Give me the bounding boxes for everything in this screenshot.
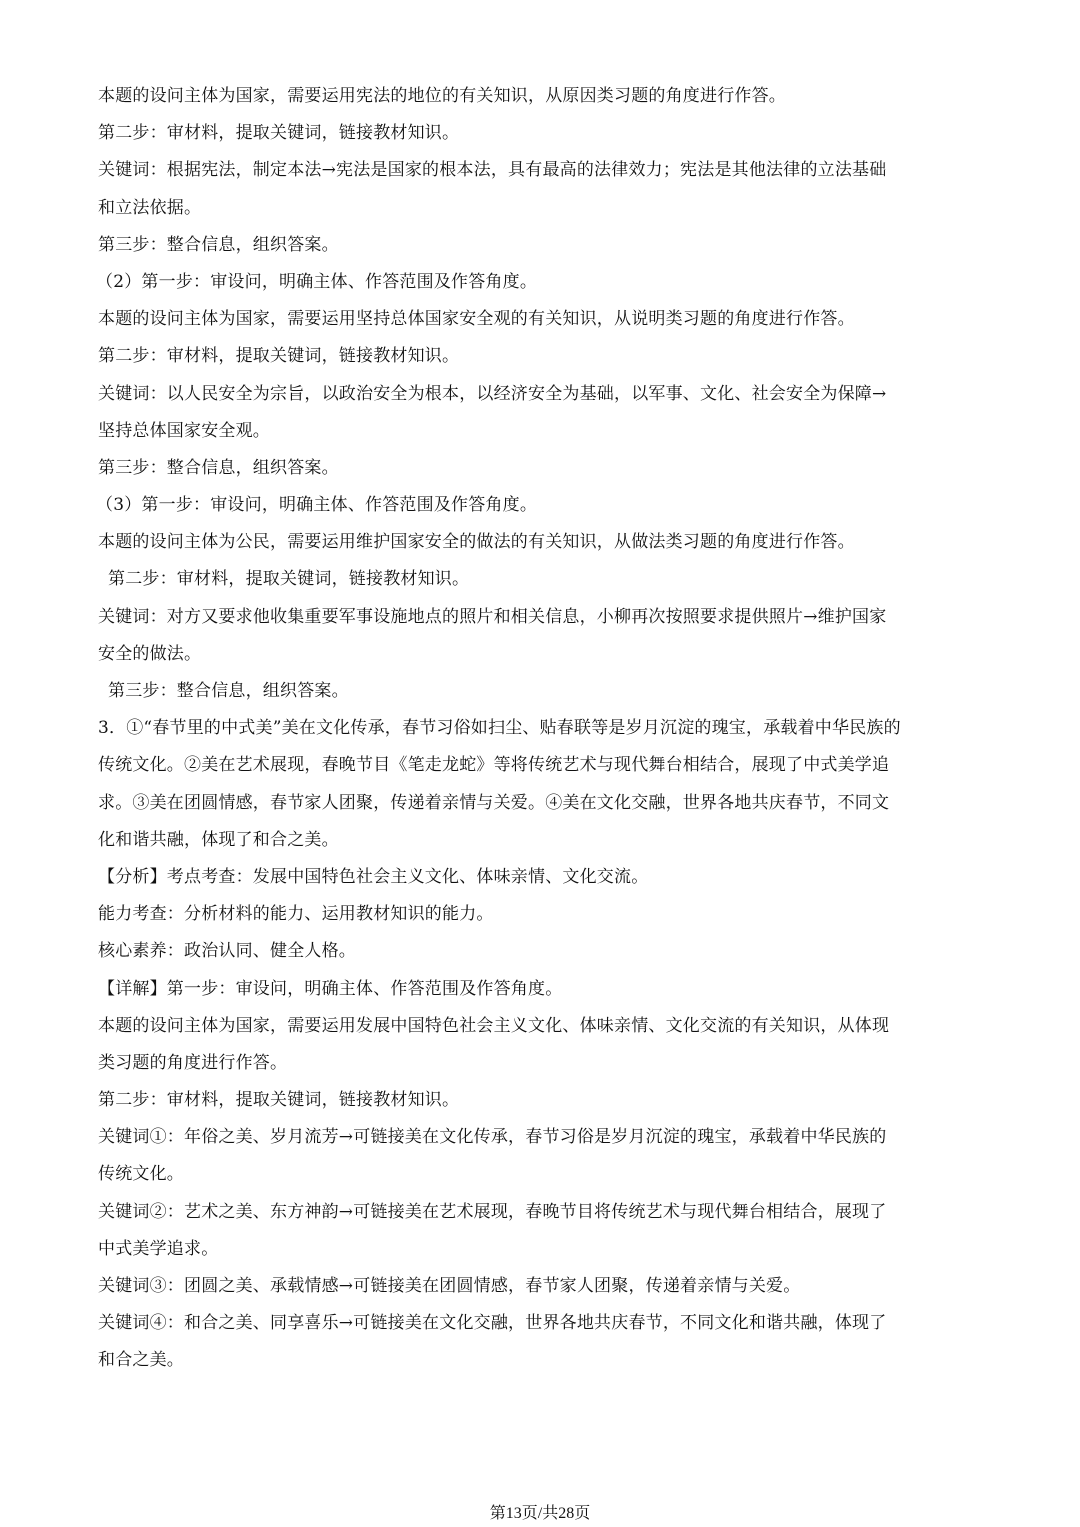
text-line: 中式美学追求。 — [98, 1238, 219, 1259]
text-line: 第二步：审材料，提取关键词，链接教材知识。 — [98, 346, 460, 367]
text-line: 本题的设问主体为国家，需要运用宪法的地位的有关知识，从原因类习题的角度进行作答。 — [98, 86, 786, 106]
text-line: 第二步：审材料，提取关键词，链接教材知识。 — [98, 1090, 460, 1111]
text-line: 安全的做法。 — [98, 643, 202, 664]
text-line: 关键词②：艺术之美、东方神韵→可链接美在艺术展现，春晚节目将传统艺术与现代舞台相结合，展现了 — [98, 1201, 887, 1222]
text-line: （2）第一步：审设问，明确主体、作答范围及作答角度。 — [96, 271, 538, 292]
text-line: 关键词③：团圆之美、承载情感→可链接美在团圆情感，春节家人团聚，传递着亲情与关爱。 — [98, 1276, 801, 1296]
text-line: 能力考查：分析材料的能力、运用教材知识的能力。 — [98, 904, 494, 925]
text-line: 3．①“春节里的中式美”美在文化传承，春节习俗如扫尘、贴春联等是岁月沉淀的瑰宝，承载着中华民族的 — [98, 718, 901, 739]
text-line: 和立法依据。 — [98, 197, 202, 218]
text-line: 【分析】考点考查：发展中国特色社会主义文化、体味亲情、文化交流。 — [98, 866, 649, 887]
text-line: 本题的设问主体为公民，需要运用维护国家安全的做法的有关知识，从做法类习题的角度进行作答。 — [98, 532, 855, 553]
text-line: 关键词：对方又要求他收集重要军事设施地点的照片和相关信息，小柳再次按照要求提供照片→维护国家 — [98, 606, 887, 627]
text-line: 关键词：以人民安全为宗旨，以政治安全为根本，以经济安全为基础，以军事、文化、社会安全为保障→ — [98, 383, 887, 404]
text-line: 求。③美在团圆情感，春节家人团聚，传递着亲情与关爱。④美在文化交融，世界各地共庆春节，不同文 — [98, 792, 890, 813]
text-line: 本题的设问主体为国家，需要运用发展中国特色社会主义文化、体味亲情、文化交流的有关知识，从体现 — [98, 1015, 890, 1036]
text-line: 传统文化。②美在艺术展现，春晚节目《笔走龙蛇》等将传统艺术与现代舞台相结合，展现了中式美学追 — [98, 755, 890, 776]
text-line: 第三步：整合信息，组织答案。 — [98, 457, 339, 478]
page-number: 第13页/共28页 — [489, 1505, 591, 1522]
text-line: 化和谐共融，体现了和合之美。 — [98, 829, 339, 850]
text-line: 第二步：审材料，提取关键词，链接教材知识。 — [98, 123, 460, 144]
text-line: 关键词：根据宪法，制定本法→宪法是国家的根本法，具有最高的法律效力；宪法是其他法律的立法基础 — [98, 160, 887, 181]
text-line: 本题的设问主体为国家，需要运用坚持总体国家安全观的有关知识，从说明类习题的角度进行作答。 — [98, 309, 855, 330]
text-line: 第三步：整合信息，组织答案。 — [98, 234, 339, 255]
text-line: 【详解】第一步：审设问，明确主体、作答范围及作答角度。 — [98, 978, 563, 999]
text-line: 坚持总体国家安全观。 — [98, 420, 270, 441]
text-line: 类习题的角度进行作答。 — [98, 1052, 288, 1073]
text-line: 和合之美。 — [98, 1350, 184, 1371]
text-line: （3）第一步：审设问，明确主体、作答范围及作答角度。 — [96, 495, 538, 516]
text-line: 关键词①：年俗之美、岁月流芳→可链接美在文化传承，春节习俗是岁月沉淀的瑰宝，承载着中华民族的 — [98, 1127, 887, 1148]
text-line: 核心素养：政治认同、健全人格。 — [98, 941, 356, 962]
text-line: 第二步：审材料，提取关键词，链接教材知识。 — [108, 569, 470, 590]
text-line: 第三步：整合信息，组织答案。 — [108, 681, 349, 701]
text-line: 传统文化。 — [98, 1164, 184, 1185]
text-line: 关键词④：和合之美、同享喜乐→可链接美在文化交融，世界各地共庆春节，不同文化和谐共融，体现了 — [98, 1313, 887, 1334]
answer-text — [98, 78, 978, 1380]
